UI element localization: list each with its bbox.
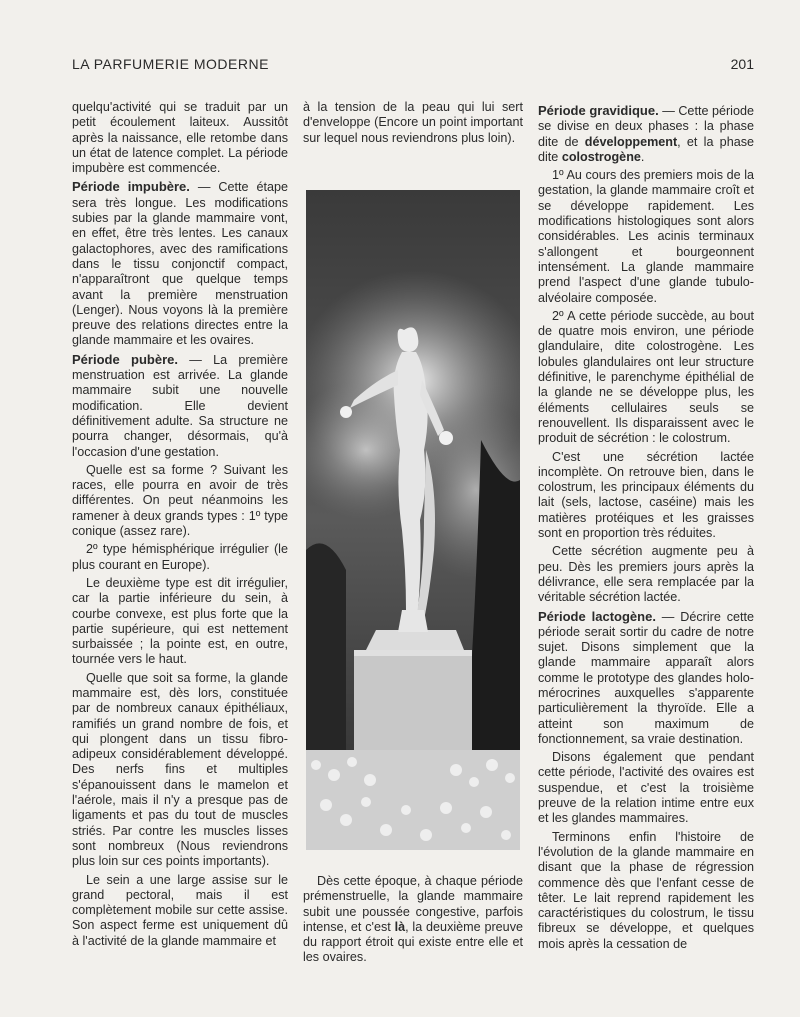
emphasis: là bbox=[394, 919, 406, 934]
section-heading: Période impubère. bbox=[72, 179, 190, 195]
paragraph: Le sein a une large assise sur le grand pectoral, mais il est complètement mobile sur cette assise. Son aspect ferme est uniquement dû à l'activité de la glande mammaire et bbox=[72, 872, 288, 948]
column-left bbox=[72, 100, 288, 952]
emphasis: colostrogène bbox=[561, 149, 641, 164]
paragraph-text: — Cette période se divise en deux phases : la phase dite de bbox=[538, 104, 754, 149]
statue-photograph bbox=[306, 190, 520, 850]
page-header bbox=[72, 56, 754, 76]
section-heading: Période pubère. bbox=[72, 351, 178, 367]
paragraph: Cette sécrétion augmente peu à peu. Dès les premiers jours après la délivrance, elle sera remplacée par la véritable sécrétion lactée. bbox=[538, 544, 754, 605]
paragraph: Disons également que pendant cette période, l'activité des ovaires est suspendue, et c'est la troisième preuve de la relation intime entre eux et les glandes mammaires. bbox=[538, 750, 754, 826]
paragraph: Quelle est sa forme ? Suivant les races, elle pourra en avoir de très différentes. On peut néanmoins les ramener à deux grands types : 1º type conique (assez rare). bbox=[72, 462, 288, 539]
running-title: LA PARFUMERIE MODERNE bbox=[72, 56, 269, 72]
paragraph-text: , la deuxième preuve du rapport étroit qui existe entre elle et les ovaires. bbox=[303, 919, 523, 965]
emphasis: développement bbox=[584, 134, 678, 149]
paragraph: Terminons enfin l'histoire de l'évolution de la glande mammaire en disant que la phase de régression commence dès que l'enfant cesse de têter. Le lait reprend rapidement les caractéristiques du colostrum, le tissu fibreux se développe, et quelques mois après la cessation de bbox=[538, 829, 754, 951]
column-middle-top bbox=[303, 100, 523, 149]
statue-photo-illustration bbox=[306, 190, 520, 850]
paragraph-text: Dès cette époque, à chaque période prémenstruelle, la glande mammaire subit une poussée congestive, parfois intense, et c'est bbox=[303, 874, 523, 934]
paragraph bbox=[303, 874, 523, 966]
paragraph: C'est une sécrétion lactée incomplète. On retrouve bien, dans le colostrum, les principaux éléments du lait (sels, lactose, caséine) mais les matières protéiques et les graisses sont en proportion très réduites. bbox=[538, 449, 754, 541]
section-heading: Période lactogène. bbox=[538, 608, 656, 624]
column-middle-bottom bbox=[303, 874, 523, 969]
paragraph: à la tension de la peau qui lui sert d'enveloppe (Encore un point important sur lequel nous reviendrons plus loin). bbox=[303, 100, 523, 145]
column-right bbox=[538, 100, 754, 955]
paragraph: Quelle que soit sa forme, la glande mammaire est, dès lors, constituée par de nombreux canaux épithéliaux, ramifiés un grand nombre de fois, et qui plongent dans un tissu fibro-adipeux considérablement développé. Des nerfs fins et multiples s'épanouissent dans le mamelon et l'aérole, mais il n'y a presque pas de ligaments et pas du tout de muscles striés. Par contre les muscles lisses sont nombreux (Nous reviendrons plus loin sur ces points importants). bbox=[72, 670, 288, 869]
paragraph: 2º A cette période succède, au bout de quatre mois environ, une période glandulaire, dite colostrogène. Les lobules glandulaires ont leur structure définitive, le parenchyme épithélial de la glande ne se développe plus, les éléments cellulaires seuls se renouvellent. Ils disparaissent avec le produit de sécrétion : le colostrum. bbox=[538, 308, 754, 446]
paragraph-text: . bbox=[640, 149, 645, 164]
paragraph: Le deuxième type est dit irrégulier, car la partie inférieure du sein, à courbe convexe, est plus forte que la partie supérieure, qui est nettement surbaissée ; la pointe est, en outre, tournée vers le haut. bbox=[72, 575, 288, 667]
page-number: 201 bbox=[730, 56, 754, 72]
paragraph: quelqu'activité qui se traduit par un petit écoulement laiteux. Aussitôt après la naissance, elle retombe dans un état de latence complet. La période impubère est commencée. bbox=[72, 100, 288, 176]
paragraph-text: — La première menstruation est arrivée. La glande mammaire subit une nouvelle modification. Elle devient définitivement adulte. Sa structure ne pourra changer, désormais, qu'à l'occasion d'une gestation. bbox=[72, 352, 289, 459]
paragraph: 2º type hémisphérique irrégulier (le plus courant en Europe). bbox=[72, 542, 288, 572]
section-heading: Période gravidique. bbox=[538, 103, 659, 118]
paragraph-text: — Décrire cette période serait sortir du cadre de notre sujet. Disons simplement que la glande mammaire apparaît alors comme le prototype des glandes holo-mérocrines auxquelles s'apparente particulièrement la thyroïde. Elle a atteint son maximum de fonctionnement, sa vraie destination. bbox=[538, 609, 754, 746]
paragraph: 1º Au cours des premiers mois de la gestation, la glande mammaire croît et se développe rapidement. Les modifications histologiques sont alors considérables. Les acinis terminaux s'allongent et bourgeonnent intensément. La glande mammaire prend l'aspect d'une glande tubulo-alvéolaire composée. bbox=[538, 168, 754, 305]
paragraph-text: , et la phase dite bbox=[538, 134, 754, 164]
paragraph-text: — Cette étape sera très longue. Les modifications subies par la glande mammaire vont, en effet, être très lentes. Les canaux galactophores, avec des ramifications dans le tissu conjonctif compact, n'apparaîtront que quelque temps avant la première menstruation (Lenger). Nous voyons là la première preuve des relations directes entre la glande mammaire et les ovaires. bbox=[72, 180, 288, 348]
